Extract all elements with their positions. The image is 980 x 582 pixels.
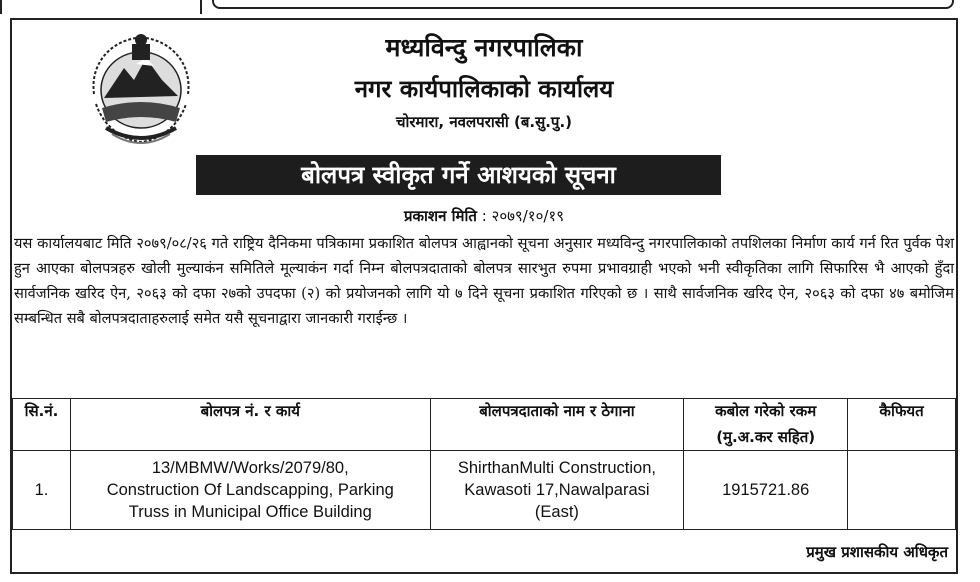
row-work-line2: Construction Of Landscapping, Parking: [106, 481, 394, 499]
row-bidder-line3: (East): [534, 503, 579, 521]
publication-date: [12, 206, 956, 226]
sub-office-name: नगर कार्यपालिकाको कार्यालय: [354, 75, 614, 103]
table-header-row: [13, 399, 956, 451]
row-work: [70, 451, 430, 530]
page-top-strip: [0, 0, 980, 14]
col-header-amount-line1: कबोल गरेको रकम: [715, 402, 817, 420]
notice-title: बोलपत्र स्वीकृत गर्ने आशयको सूचना: [196, 155, 721, 195]
left-column-rule: [0, 0, 2, 14]
row-bidder-line1: ShirthanMulti Construction,: [457, 459, 656, 477]
publication-date-value: : २०७९/१०/१९: [481, 207, 565, 225]
row-work-line1: 13/MBMW/Works/2079/80,: [151, 459, 349, 477]
award-table: [12, 398, 956, 530]
office-name: मध्यविन्दु नगरपालिका: [385, 33, 583, 62]
row-bidder: [430, 451, 684, 530]
col-header-remarks: कैफियत: [848, 399, 956, 451]
notice-frame: [10, 18, 958, 574]
col-header-work: बोलपत्र नं. र कार्य: [70, 399, 430, 451]
row-bidder-line2: Kawasoti 17,Nawalparasi: [464, 481, 650, 499]
row-work-line3: Truss in Municipal Office Building: [128, 503, 372, 521]
notice-body: यस कार्यालयबाट मिति २०७९/०८/२६ गते राष्ट्रिय दैनिकमा पत्रिकामा प्रकाशित बोलपत्र आह्वानको सूचना अनुसार मध्यविन्दु नगरपालिकाको तपशिलका निर्माण कार्य गर्न रित पुर्वक पेश हुन आएका बोलपत्रहरु खोली मुल्याकंन समितिले मूल्याकंन गर्दा निम्न बोलपत्रदाताको बोलपत्र सारभुत रुपमा प्रभावग्राही भएको भनी स्वीकृतिका लागि सिफारिस भै आएको हुँदा सार्वजनिक खरिद ऐन, २०६३ को दफा २७को उपदफा (२) को प्रयोजनको लागि यो ७ दिने सूचना प्रकाशित गरिएको छ । साथै सार्वजनिक खरिद ऐन, २०६३ को दफा ४७ बमोजिम सम्बन्धित सबै बोलपत्रदाताहरुलाई समेत यसै सूचनाद्वारा जानकारी गराईन्छ ।: [14, 235, 954, 327]
row-sn: 1.: [13, 451, 71, 530]
col-header-amount-line2: (मु.अ.कर सहित): [716, 428, 816, 446]
publication-label: प्रकाशन मिति: [403, 207, 477, 225]
col-header-sn: सि.नं.: [13, 399, 71, 451]
row-remarks: [848, 451, 956, 530]
signatory-title: प्रमुख प्रशासकीय अधिकृत: [806, 543, 948, 561]
column-divider: [200, 0, 202, 14]
office-address: चोरमारा, नवलपरासी (ब.सु.पु.): [396, 113, 572, 131]
table-row: [13, 451, 956, 530]
header-bar: [212, 0, 954, 9]
col-header-bidder: बोलपत्रदाताको नाम र ठेगाना: [430, 399, 684, 451]
row-amount: 1915721.86: [684, 451, 848, 530]
col-header-amount: [684, 399, 848, 451]
